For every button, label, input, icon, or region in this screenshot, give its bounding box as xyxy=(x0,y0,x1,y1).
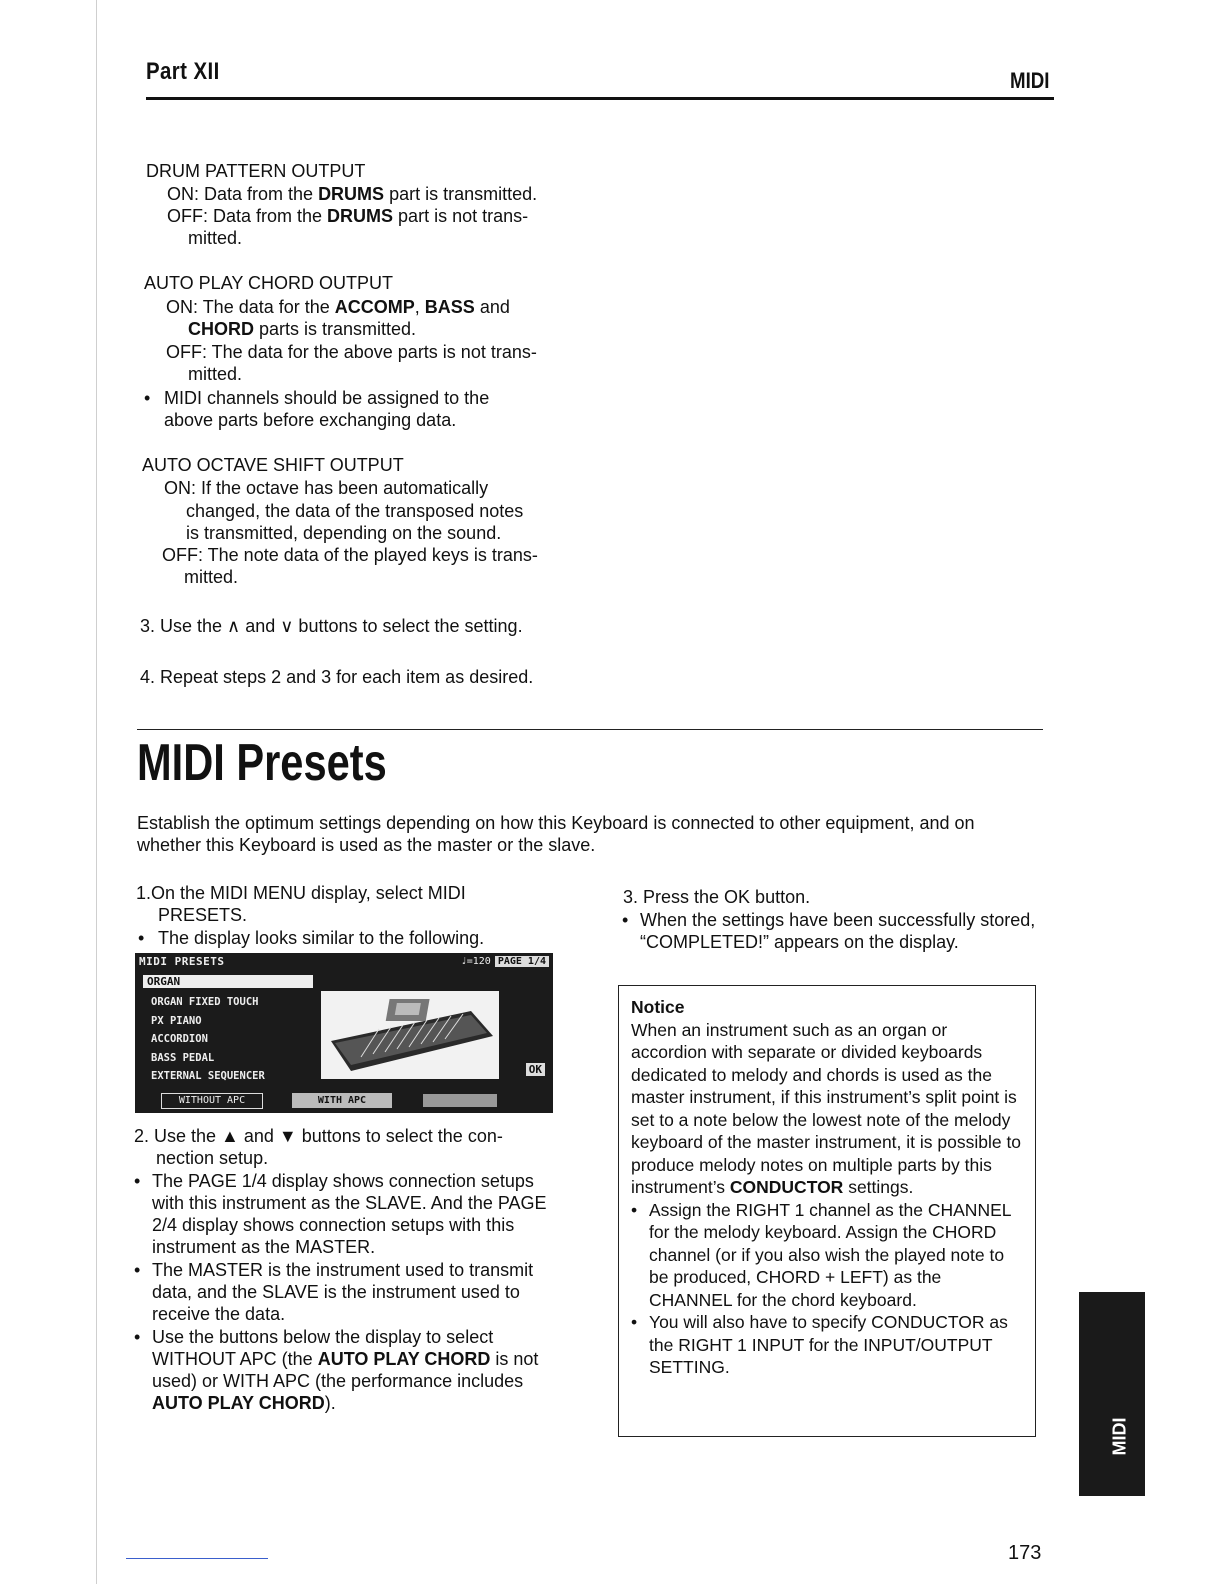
notice-bullet-2: • You will also have to specify CONDUCTOR as the RIGHT 1 INPUT for the INPUT/OUTPUT SETTING. xyxy=(631,1311,1027,1379)
notice-body: When an instrument such as an organ or accordion with separate or divided keyboards dedicated to melody and chords is used as the master instrument, if this instrument’s split point is set to a note below the lowest note of the melody keyboard of the master instrument, it is possible to produce melody notes on multiple parts by this instrument’s CONDUCTOR settings. xyxy=(631,1019,1022,1197)
lcd-display xyxy=(135,953,553,1113)
drum-off-cont: mitted. xyxy=(188,228,243,248)
lcd-selected-item[interactable]: ORGAN xyxy=(143,975,313,988)
lcd-list-item[interactable]: PX PIANO xyxy=(151,1014,202,1027)
step-3-bullet: • When the settings have been successfully stored, “COMPLETED!” appears on the display. xyxy=(622,909,1042,953)
drum-on-line: ON: Data from the DRUMS part is transmitted. xyxy=(167,184,538,204)
chapter-tab-label: MIDI xyxy=(1109,1417,1130,1456)
keyboard-illustration xyxy=(321,991,499,1079)
lcd-page: PAGE 1/4 xyxy=(495,956,549,967)
drum-off-line: OFF: Data from the DRUMS part is not trans- xyxy=(167,206,529,226)
lcd-list-item[interactable]: EXTERNAL SEQUENCER xyxy=(151,1070,265,1082)
octave-on-cont2: is transmitted, depending on the sound. xyxy=(186,523,502,543)
step-1-bullet: • The display looks similar to the following. xyxy=(138,928,485,948)
section-intro: Establish the optimum settings depending on how this Keyboard is connected to other equipment, and on whether this Keyboard is used as the master or the slave. xyxy=(137,813,975,855)
octave-off-cont: mitted. xyxy=(184,567,239,587)
apc-note-cont: above parts before exchanging data. xyxy=(164,410,457,430)
notice-box xyxy=(618,985,1036,1437)
header-part: Part XII xyxy=(146,58,220,85)
lcd-ok-button[interactable]: OK xyxy=(526,1063,545,1076)
step-4-top: 4. Repeat steps 2 and 3 for each item as desired. xyxy=(140,667,534,687)
bullet-page-display: • The PAGE 1/4 display shows connection setups with this instrument as the SLAVE. And the PAGE 2/4 display shows connection setups with this instrument as the MASTER. xyxy=(134,1170,552,1258)
apc-on-cont: CHORD parts is transmitted. xyxy=(188,319,417,339)
notice-title: Notice xyxy=(631,997,685,1017)
apc-on-line: ON: The data for the ACCOMP, BASS and xyxy=(166,297,510,317)
apc-off-cont: mitted. xyxy=(188,364,243,384)
step-2: 2. Use the ▲ and ▼ buttons to select the con- xyxy=(134,1126,503,1146)
bottom-underline xyxy=(126,1558,268,1559)
lcd-status xyxy=(461,956,549,967)
lcd-list-item[interactable]: ORGAN FIXED TOUCH xyxy=(151,996,259,1008)
octave-on-line: ON: If the octave has been automatically xyxy=(164,478,489,498)
octave-on-cont1: changed, the data of the transposed notes xyxy=(186,501,524,521)
step-2-bullets xyxy=(134,1170,552,1414)
step-3-top: 3. Use the ∧ and ∨ buttons to select the setting. xyxy=(140,616,523,636)
apc-off-line: OFF: The data for the above parts is not trans- xyxy=(166,342,537,362)
octave-shift-title: AUTO OCTAVE SHIFT OUTPUT xyxy=(142,455,404,475)
step-3: 3. Press the OK button. xyxy=(623,887,811,907)
apc-output-title: AUTO PLAY CHORD OUTPUT xyxy=(144,273,394,293)
drum-pattern-title: DRUM PATTERN OUTPUT xyxy=(146,161,366,181)
section-title: MIDI Presets xyxy=(137,734,387,792)
header-rule xyxy=(146,97,1054,100)
octave-off-line: OFF: The note data of the played keys is trans- xyxy=(162,545,538,565)
chapter-tab xyxy=(1079,1292,1145,1496)
bullet-apc: • Use the buttons below the display to select WITHOUT APC (the AUTO PLAY CHORD is not used) or WITH APC (the performance includes AUTO PLAY CHORD). xyxy=(134,1326,552,1414)
header-section: MIDI xyxy=(1010,68,1050,93)
notice-bullet-1: • Assign the RIGHT 1 channel as the CHANNEL for the melody keyboard. Assign the CHORD channel (or if you also wish the played note to be produced, CHORD + LEFT) as the CHANNEL for the chord keyboard. xyxy=(631,1199,1027,1312)
step-2-cont: nection setup. xyxy=(156,1148,269,1168)
lcd-preset-list xyxy=(151,993,265,1086)
with-apc-button[interactable]: WITH APC xyxy=(292,1093,392,1108)
page-number: 173 xyxy=(1008,1542,1042,1564)
bullet-master-slave: • The MASTER is the instrument used to transmit data, and the SLAVE is the instrument used to receive the data. xyxy=(134,1259,552,1325)
binder-margin-line xyxy=(96,0,97,1584)
apc-note: • MIDI channels should be assigned to the xyxy=(144,388,490,408)
step-1-cont: PRESETS. xyxy=(158,905,248,925)
step-1: 1.On the MIDI MENU display, select MIDI xyxy=(136,883,466,903)
section-rule xyxy=(137,729,1043,730)
lcd-list-item[interactable]: BASS PEDAL xyxy=(151,1051,215,1064)
lcd-tempo: ♩=120 xyxy=(460,956,491,967)
lcd-title: MIDI PRESETS xyxy=(139,955,225,968)
lcd-blank-button[interactable] xyxy=(423,1094,497,1107)
without-apc-button[interactable]: WITHOUT APC xyxy=(161,1093,263,1109)
lcd-list-item[interactable]: ACCORDION xyxy=(151,1033,208,1045)
